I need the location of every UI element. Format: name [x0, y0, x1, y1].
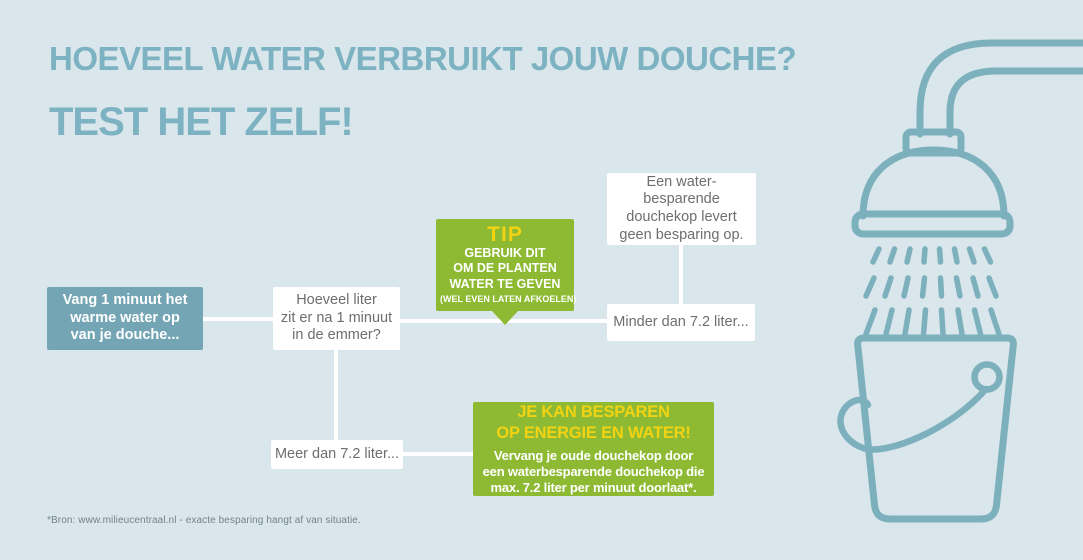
connector-start-question	[200, 317, 276, 321]
flow-question-line: Hoeveel liter	[296, 291, 377, 308]
result-box	[473, 402, 714, 496]
shower-bucket-illustration	[820, 0, 1083, 560]
flow-more-box	[271, 440, 403, 469]
flow-more-label: Meer dan 7.2 liter...	[274, 445, 400, 462]
flow-question-line: zit er na 1 minuut	[280, 309, 393, 326]
water-spray-icon	[866, 249, 999, 334]
result-heading-line: OP ENERGIE EN WATER!	[496, 423, 691, 442]
page-title: HOEVEEL WATER VERBRUIKT JOUW DOUCHE?	[49, 40, 797, 77]
tip-note: (WEL EVEN LATEN AFKOELEN)	[440, 293, 577, 304]
flow-start-line: warme water op	[70, 309, 180, 326]
tip-text-line: WATER TE GEVEN	[449, 276, 561, 291]
shower-pipe-icon	[920, 43, 1083, 134]
source-footnote: *Bron: www.milieucentraal.nl - exacte besparing hangt af van situatie.	[47, 515, 361, 526]
connector-less-nosaving	[679, 243, 683, 306]
page-subtitle: TEST HET ZELF!	[49, 100, 353, 144]
flow-start-box	[47, 287, 203, 350]
flow-less-box	[607, 304, 755, 341]
flow-question-box	[273, 287, 400, 350]
flow-nosaving-box	[607, 173, 756, 245]
result-body-line: een waterbesparende douchekop die	[482, 464, 705, 480]
flow-less-label: Minder dan 7.2 liter...	[613, 313, 749, 330]
flow-start-line: Vang 1 minuut het	[62, 291, 188, 308]
tip-bubble	[436, 219, 577, 311]
result-body-line: max. 7.2 liter per minuut doorlaat*.	[490, 480, 697, 496]
tip-text-line: OM DE PLANTEN	[453, 261, 557, 276]
flow-nosaving-line: Een water-	[646, 173, 717, 190]
flow-nosaving-line: douchekop levert	[626, 209, 737, 225]
tip-text-line: GEBRUIK DIT	[464, 246, 546, 261]
flow-nosaving-line: geen besparing op.	[619, 226, 744, 243]
flow-nosaving-line: besparende	[643, 191, 720, 208]
flow-start-line: van je douche...	[70, 327, 180, 344]
shower-head-icon	[855, 132, 1010, 234]
result-heading-line: JE KAN BESPAREN	[517, 403, 670, 422]
result-body-line: Vervang je oude douchekop door	[493, 448, 694, 464]
connector-question-more	[334, 349, 338, 442]
tip-label: TIP	[487, 223, 523, 246]
tip-pointer-arrow	[492, 311, 518, 325]
flow-question-line: in de emmer?	[292, 327, 381, 344]
connector-more-result	[402, 452, 474, 456]
bucket-icon	[841, 338, 1014, 519]
